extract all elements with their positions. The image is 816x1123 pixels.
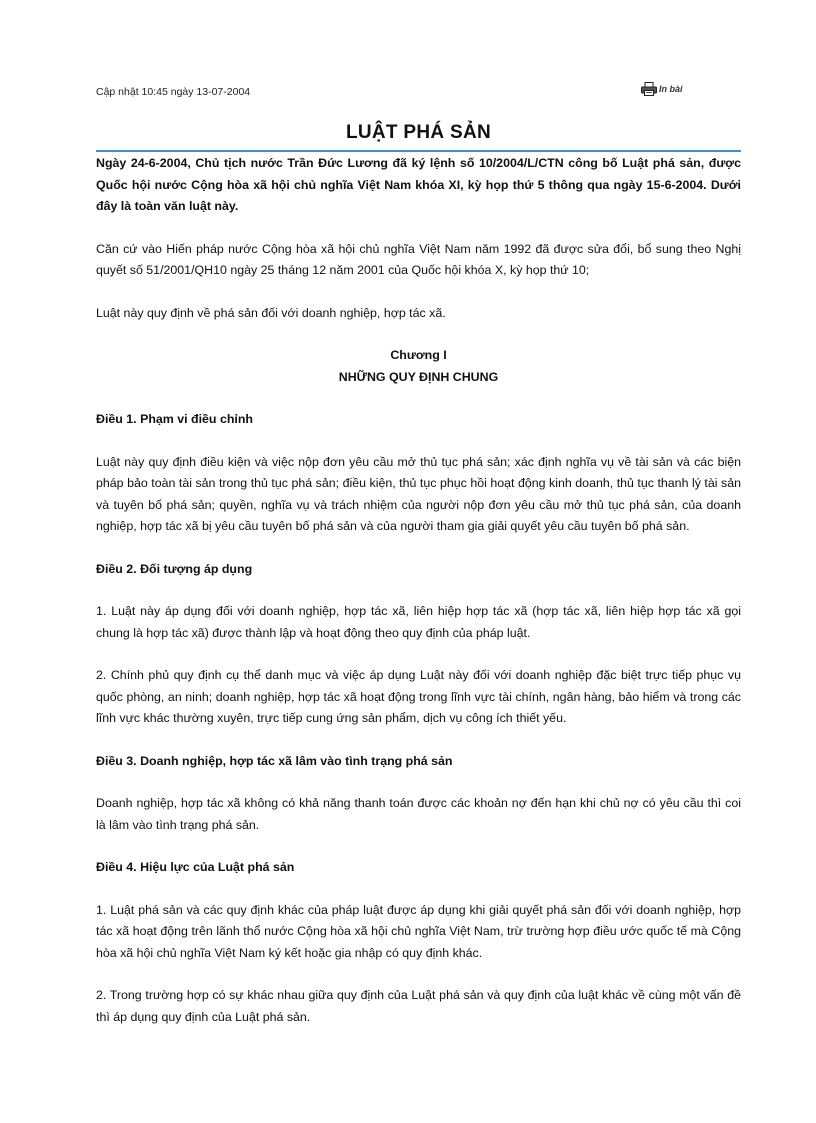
document-body: [96, 153, 741, 1028]
legal-basis: Căn cứ vào Hiến pháp nước Cộng hòa xã hội chủ nghĩa Việt Nam năm 1992 đã được sửa đổi, bổ sung theo Nghị quyết số 51/2001/QH10 ngày 25 tháng 12 năm 2001 của Quốc hội khóa X, kỳ họp thứ 10;: [96, 241, 741, 277]
document-title: LUẬT PHÁ SẢN: [96, 122, 741, 152]
article-2-paragraph-1: 1. Luật này áp dụng đối với doanh nghiệp, hợp tác xã, liên hiệp hợp tác xã (hợp tác xã, liên hiệp hợp tác xã gọi chung là hợp tác xã) được thành lập và hoạt động theo quy định của pháp luật.: [96, 604, 741, 640]
article-3-paragraph: Doanh nghiệp, hợp tác xã không có khả năng thanh toán được các khoản nợ đến hạn khi chủ nợ có yêu cầu thì coi là lâm vào tình trạng phá sản.: [96, 796, 741, 832]
print-label: In bài: [659, 84, 683, 94]
article-3-title: Điều 3. Doanh nghiệp, hợp tác xã lâm vào tình trạng phá sản: [96, 753, 453, 768]
chapter-label: Chương I: [390, 348, 447, 362]
article-4-title: Điều 4. Hiệu lực của Luật phá sản: [96, 860, 295, 874]
article-2-paragraph-2: 2. Chính phủ quy định cụ thể danh mục và việc áp dụng Luật này đối với doanh nghiệp đặc biệt trực tiếp phục vụ quốc phòng, an ninh; doanh nghiệp, hợp tác xã hoạt động trong lĩnh vực tài chính, ngân hàng, bảo hiểm và trong các lĩnh vực khác thường xuyên, trực tiếp cung ứng sản phẩm, dịch vụ công ích thiết yếu.: [96, 668, 741, 725]
article-4-paragraph-1: 1. Luật phá sản và các quy định khác của pháp luật được áp dụng khi giải quyết phá sản đối với doanh nghiệp, hợp tác xã hoạt động trên lãnh thổ nước Cộng hòa xã hội chủ nghĩa Việt Nam, trừ trường hợp điều ước quốc tế mà Cộng hòa xã hội chủ nghĩa Việt Nam ký kết hoặc gia nhập có quy định khác.: [96, 902, 741, 960]
chapter-title: NHỮNG QUY ĐỊNH CHUNG: [338, 369, 499, 384]
intro-paragraph: Ngày 24-6-2004, Chủ tịch nước Trần Đức Lương đã ký lệnh số 10/2004/L/CTN công bố Luật phá sản, được Quốc hội nước Cộng hòa xã hội chủ nghĩa Việt Nam khóa XI, kỳ họp thứ 5 thông qua ngày 15-6-2004. Dưới đây là toàn văn luật này.: [96, 156, 741, 213]
article-1-paragraph: Luật này quy định điều kiện và việc nộp đơn yêu cầu mở thủ tục phá sản; xác định nghĩa vụ về tài sản và các biện pháp bảo toàn tài sản trong thủ tục phá sản; điều kiện, thủ tục phục hồi hoạt động kinh doanh, thủ tục thanh lý tài sản và tuyên bố phá sản; quyền, nghĩa vụ và trách nhiệm của người nộp đơn yêu cầu mở thủ tục phá sản, của doanh nghiệp, hợp tác xã bị yêu cầu tuyên bố phá sản và của người tham gia giải quyết yêu cầu tuyên bố phá sản.: [96, 454, 741, 533]
scope-statement: Luật này quy định về phá sản đối với doanh nghiệp, hợp tác xã.: [96, 305, 446, 320]
article-4-paragraph-2: 2. Trong trường hợp có sự khác nhau giữa quy định của Luật phá sản và quy định của luật khác về cùng một vấn đề thì áp dụng quy định của Luật phá sản.: [96, 988, 741, 1024]
article-1-title: Điều 1. Phạm vi điều chỉnh: [96, 412, 253, 426]
update-timestamp: Cập nhật 10:45 ngày 13-07-2004: [96, 86, 251, 98]
print-button[interactable]: [641, 82, 683, 96]
article-2-title: Điều 2. Đối tượng áp dụng: [96, 561, 253, 576]
printer-icon: [641, 82, 657, 96]
